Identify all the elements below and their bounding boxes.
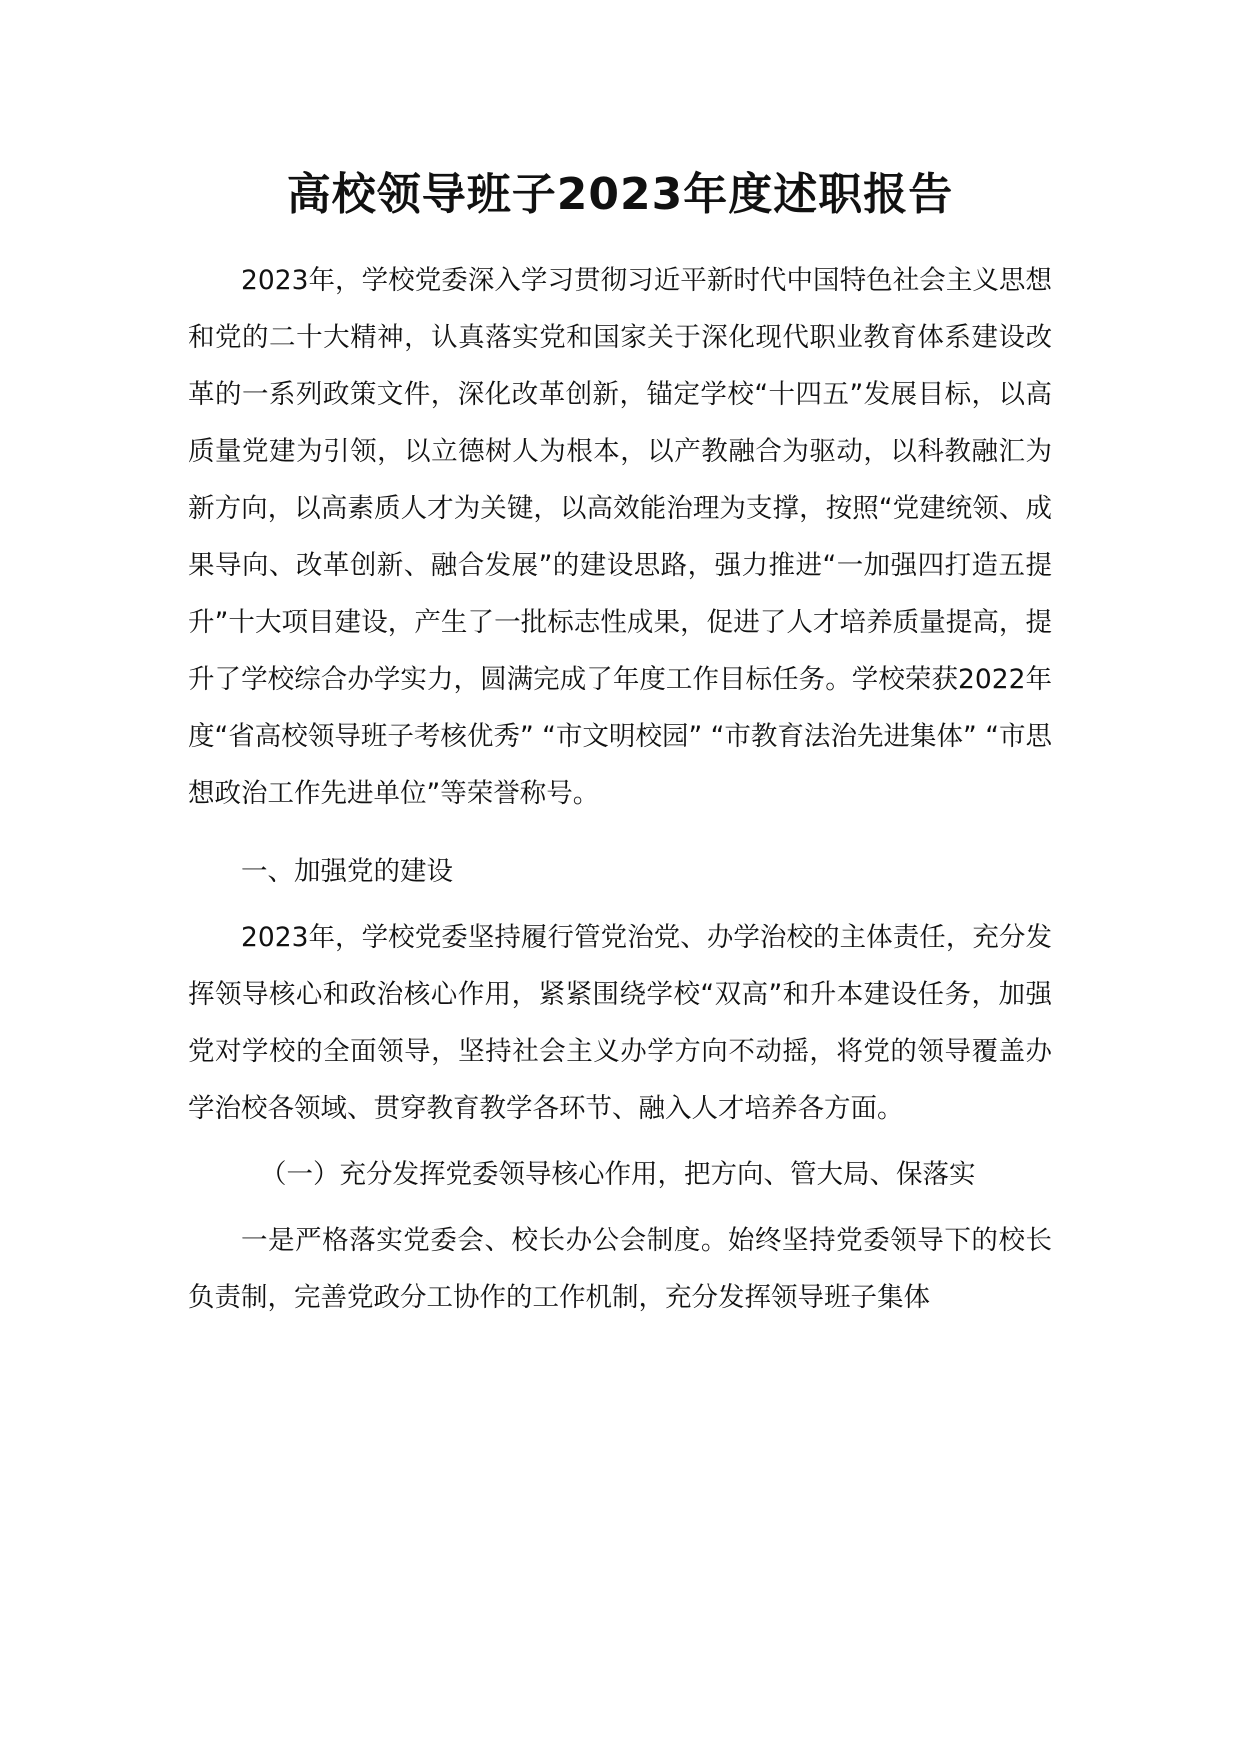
subsection-1-heading: （一）充分发挥党委领导核心作用，把方向、管大局、保落实: [260, 1159, 976, 1190]
subsection-1-paragraph: 一是严格落实党委会、校长办公会制度。始终坚持党委领导下的校长负责制，完善党政分工协作的工作机制，充分发挥领导班子集体: [188, 1225, 1052, 1313]
document-page: [188, 160, 1052, 1326]
paragraph-gap: [188, 822, 1052, 834]
section-1-heading: 一、加强党的建设: [241, 856, 453, 887]
intro-paragraph: 2023年，学校党委深入学习贯彻习近平新时代中国特色社会主义思想和党的二十大精神，认真落实党和国家关于深化现代职业教育体系建设改革的一系列政策文件，深化改革创新，锚定学校“十四五”发展目标，以高质量党建为引领，以立德树人为根本，以产教融合为驱动，以科教融汇为新方向，以高素质人才为关键，以高效能治理为支撑，按照“党建统领、成果导向、改革创新、融合发展”的建设思路，强力推进“一加强四打造五提升”十大项目建设，产生了一批标志性成果，促进了人才培养质量提高，提升了学校综合办学实力，圆满完成了年度工作目标任务。学校荣获2022年度“省高校领导班子考核优秀” “市文明校园” “市教育法治先进集体” “市思想政治工作先进单位”等荣誉称号。: [188, 265, 1052, 809]
document-title: 高校领导班子2023年度述职报告: [286, 169, 954, 220]
section-1-paragraph: 2023年，学校党委坚持履行管党治党、办学治校的主体责任，充分发挥领导核心和政治核心作用，紧紧围绕学校“双高”和升本建设任务，加强党对学校的全面领导，坚持社会主义办学方向不动摇，将党的领导覆盖办学治校各领域、贯穿教育教学各环节、融入人才培养各方面。: [188, 922, 1052, 1124]
